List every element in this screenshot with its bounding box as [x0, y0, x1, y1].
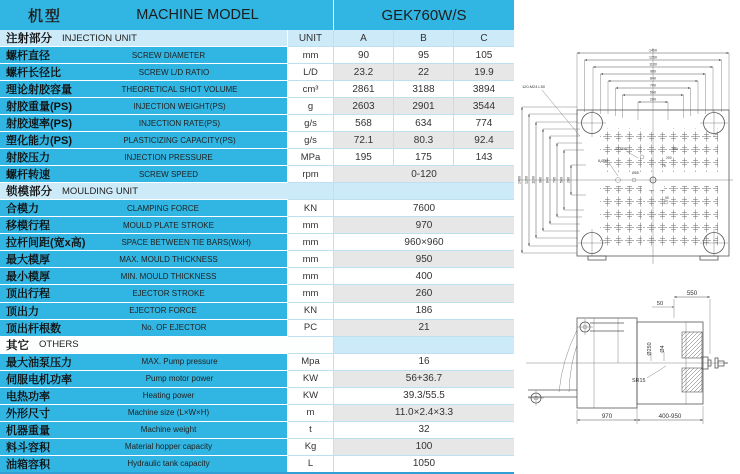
- label-en: No. OF EJECTOR: [141, 323, 207, 333]
- row-label: [0, 64, 287, 80]
- unit-cell: KW: [288, 371, 333, 387]
- value-a: 23.2: [334, 64, 393, 80]
- machine-model-label-cn: 机型: [28, 7, 63, 25]
- dim-top-560: 560: [650, 90, 656, 95]
- unit-cell: cm³: [288, 81, 333, 97]
- label-cn: 最大模厚: [6, 254, 50, 267]
- unit-cell: mm: [288, 285, 333, 301]
- dim-400-950: 400-950: [658, 413, 682, 420]
- machine-model-label: [0, 0, 333, 30]
- table-title-row: [0, 0, 514, 30]
- value-merged: 400: [334, 268, 514, 284]
- label-cn: 理论射胶容量: [6, 84, 72, 97]
- unit-cell: MPa: [288, 149, 333, 165]
- table-row: [0, 388, 514, 404]
- unit-cell: Mpa: [288, 354, 333, 370]
- label-en: Material hopper capacity: [124, 442, 213, 452]
- label-cn: 最小模厚: [6, 271, 50, 284]
- dim-left-560: 560: [559, 177, 564, 183]
- section-header-spacer: [334, 337, 514, 353]
- unit-cell: m: [288, 405, 333, 421]
- label-cn: 最大油泵压力: [6, 356, 72, 369]
- unit-cell: g: [288, 98, 333, 114]
- label-en: PLASTICIZING CAPACITY(PS): [123, 135, 236, 145]
- label-en: MOULD PLATE STROKE: [123, 220, 214, 230]
- row-label: [0, 268, 287, 284]
- bolt-bottom-left: [528, 390, 544, 406]
- value-merged: 186: [334, 303, 514, 319]
- label-cn: 顶出杆根数: [6, 322, 61, 335]
- dim-top-980: 980: [650, 69, 656, 74]
- unit-cell: mm: [288, 234, 333, 250]
- col-header-a: A: [334, 30, 393, 46]
- table-row: [0, 200, 514, 216]
- label-en: MAX. Pump pressure: [141, 357, 218, 367]
- label-cn: 机器重量: [6, 424, 50, 437]
- label-cn: 伺服电机功率: [6, 373, 72, 386]
- unit-cell: KN: [288, 200, 333, 216]
- row-label: [0, 456, 287, 472]
- section-label-cn: 注射部分: [6, 33, 52, 46]
- dim-50: 50: [656, 301, 664, 307]
- label-cn: 顶出力: [6, 305, 39, 318]
- cad-drawing-svg: [514, 0, 740, 474]
- dim-top-840: 840: [650, 76, 656, 81]
- value-c: 143: [454, 149, 514, 165]
- dim-top-1400: 1400: [649, 48, 657, 53]
- value-c: 3544: [454, 98, 514, 114]
- col-header-b: B: [394, 30, 453, 46]
- value-c: 92.4: [454, 132, 514, 148]
- unit-cell: mm: [288, 251, 333, 267]
- value-b: 175: [394, 149, 453, 165]
- section-header-injection: [0, 30, 514, 46]
- label-cn: 螺杆直径: [6, 50, 50, 63]
- label-en: INJECTION WEIGHT(PS): [133, 101, 226, 111]
- unit-cell: rpm: [288, 166, 333, 182]
- unit-cell: g/s: [288, 132, 333, 148]
- label-en: SPACE BETWEEN TIE BARS(WxH): [121, 237, 251, 247]
- section-header-spacer: [334, 183, 514, 199]
- value-b: 634: [394, 115, 453, 131]
- label-en: MIN. MOULD THICKNESS: [120, 271, 217, 281]
- table-row: [0, 251, 514, 267]
- table-row: [0, 81, 514, 97]
- dim-hole-4: Ø4: [660, 345, 666, 353]
- side-view: [526, 290, 728, 424]
- value-merged: 32: [334, 422, 514, 438]
- table-row: [0, 149, 514, 165]
- label-en: MAX. MOULD THICKNESS: [119, 254, 218, 264]
- value-b: 2901: [394, 98, 453, 114]
- unit-cell: L/D: [288, 64, 333, 80]
- callout-dim-50: 50: [665, 196, 669, 200]
- value-merged: 7600: [334, 200, 514, 216]
- value-merged: 100: [334, 439, 514, 455]
- dim-left-980: 980: [538, 177, 543, 183]
- unit-cell: KN: [288, 303, 333, 319]
- unit-cell: KW: [288, 388, 333, 404]
- section-label-en: INJECTION UNIT: [62, 32, 137, 44]
- dim-sr15: SR15: [632, 378, 646, 384]
- label-en: Hydraulic tank capacity: [127, 459, 210, 469]
- table-row: [0, 422, 514, 438]
- value-merged: 16: [334, 354, 514, 370]
- section-label-cn: 锁模部分: [6, 186, 52, 199]
- dim-top-700: 700: [650, 83, 656, 88]
- row-label: [0, 422, 287, 438]
- dim-550: 550: [686, 290, 698, 297]
- mounting-hole-pattern: [600, 128, 718, 248]
- dim-left-1260: 1260: [524, 176, 529, 184]
- label-en: THEORETICAL SHOT VOLUME: [121, 84, 238, 94]
- value-a: 568: [334, 115, 393, 131]
- value-b: 95: [394, 47, 453, 63]
- table-row: [0, 98, 514, 114]
- callout-dim-200: 200: [666, 156, 672, 160]
- row-label: [0, 439, 287, 455]
- platen-technical-drawing: [514, 0, 740, 474]
- table-row: [0, 234, 514, 250]
- row-label: [0, 354, 287, 370]
- value-a: 90: [334, 47, 393, 63]
- label-cn: 电热功率: [6, 390, 50, 403]
- value-a: 72.1: [334, 132, 393, 148]
- row-label: [0, 115, 287, 131]
- label-en: SCREW DIAMETER: [131, 50, 206, 60]
- unit-cell: mm: [288, 217, 333, 233]
- table-row: [0, 285, 514, 301]
- row-label: [0, 200, 287, 216]
- section-label-cn: 其它: [6, 339, 29, 352]
- label-en: INJECTION PRESSURE: [124, 152, 213, 162]
- row-label: [0, 371, 287, 387]
- value-merged: 960×960: [334, 234, 514, 250]
- row-label: [0, 251, 287, 267]
- value-b: 22: [394, 64, 453, 80]
- value-a: 195: [334, 149, 393, 165]
- row-label: [0, 217, 287, 233]
- label-en: SCREW SPEED: [138, 169, 199, 179]
- value-b: 3188: [394, 81, 453, 97]
- table-row: [0, 456, 514, 472]
- label-en: Pump motor power: [145, 374, 214, 384]
- label-cn: 拉杆间距(宽x高): [6, 237, 86, 250]
- value-merged: 950: [334, 251, 514, 267]
- callout-8-holes: 8-Ø52: [598, 159, 608, 163]
- value-b: 80.3: [394, 132, 453, 148]
- section-label: [0, 337, 333, 353]
- label-en: CLAMPING FORCE: [126, 203, 199, 213]
- value-merged: 0-120: [334, 166, 514, 182]
- value-c: 19.9: [454, 64, 514, 80]
- machine-model-label-en: MACHINE MODEL: [136, 7, 259, 23]
- row-label: [0, 149, 287, 165]
- table-row: [0, 371, 514, 387]
- dim-left-1400: 1400: [517, 176, 522, 184]
- table-row: [0, 217, 514, 233]
- col-header-c: C: [454, 30, 514, 46]
- table-row: [0, 354, 514, 370]
- dim-ring-250: Ø250: [647, 342, 653, 356]
- label-cn: 螺杆转速: [6, 169, 50, 182]
- unit-cell: Kg: [288, 439, 333, 455]
- row-label: [0, 81, 287, 97]
- col-header-unit: UNIT: [288, 30, 333, 46]
- row-label: [0, 132, 287, 148]
- section-label-en: MOULDING UNIT: [62, 185, 138, 197]
- value-merged: 260: [334, 285, 514, 301]
- row-label: [0, 303, 287, 319]
- row-label: [0, 285, 287, 301]
- row-label: [0, 166, 287, 182]
- table-row: [0, 166, 514, 182]
- value-merged: 11.0×2.4×3.3: [334, 405, 514, 421]
- dim-left-1100: 1100: [531, 176, 536, 184]
- value-merged: 1050: [334, 456, 514, 472]
- dim-top-1100: 1100: [649, 62, 657, 67]
- label-en: Machine size (L×W×H): [127, 408, 210, 418]
- machine-model-value: GEK760W/S: [334, 0, 514, 30]
- callout-center-hole: Ø55: [632, 171, 639, 175]
- label-cn: 料斗容积: [6, 441, 50, 454]
- table-row: [0, 64, 514, 80]
- label-cn: 射胶重量(PS): [6, 101, 72, 114]
- label-cn: 螺杆长径比: [6, 67, 61, 80]
- section-header-others: [0, 337, 514, 353]
- value-merged: 39.3/55.5: [334, 388, 514, 404]
- label-en: EJECTOR STROKE: [132, 288, 205, 298]
- bolt-top-left: [577, 319, 593, 335]
- table-row: [0, 268, 514, 284]
- row-label: [0, 405, 287, 421]
- row-label: [0, 98, 287, 114]
- row-label: [0, 388, 287, 404]
- label-en: SCREW L/D RATIO: [138, 67, 210, 77]
- label-en: Heating power: [142, 391, 195, 401]
- row-label: [0, 234, 287, 250]
- value-a: 2861: [334, 81, 393, 97]
- section-header-moulding: [0, 183, 514, 199]
- label-cn: 射胶压力: [6, 152, 50, 165]
- section-label: [0, 183, 333, 199]
- dim-left-280: 280: [566, 177, 571, 183]
- label-cn: 塑化能力(PS): [6, 135, 72, 148]
- value-merged: 21: [334, 320, 514, 336]
- unit-cell: t: [288, 422, 333, 438]
- callout-12-holes: 12-Ø35: [615, 147, 627, 151]
- callout-bolt-pattern: 120-M24 L50: [522, 84, 545, 89]
- label-cn: 油箱容积: [6, 458, 50, 471]
- section-label: [0, 30, 287, 46]
- value-c: 3894: [454, 81, 514, 97]
- label-cn: 顶出行程: [6, 288, 50, 301]
- section-label-en: OTHERS: [39, 339, 79, 351]
- unit-cell: L: [288, 456, 333, 472]
- label-en: EJECTOR FORCE: [129, 306, 197, 316]
- dim-left-840: 840: [545, 177, 550, 183]
- unit-cell: mm: [288, 268, 333, 284]
- dim-top-1260: 1260: [649, 55, 657, 60]
- table-row: [0, 405, 514, 421]
- dim-970: 970: [601, 413, 613, 420]
- label-cn: 射胶速率(PS): [6, 118, 72, 131]
- value-a: 2603: [334, 98, 393, 114]
- value-merged: 970: [334, 217, 514, 233]
- value-c: 774: [454, 115, 514, 131]
- dim-left-700: 700: [552, 177, 557, 183]
- table-row: [0, 132, 514, 148]
- label-cn: 移模行程: [6, 220, 50, 233]
- callout-dim-75: 75: [662, 164, 666, 168]
- table-row: [0, 115, 514, 131]
- unit-cell: g/s: [288, 115, 333, 131]
- value-merged: 56+36.7: [334, 371, 514, 387]
- table-row: [0, 320, 514, 336]
- unit-cell: PC: [288, 320, 333, 336]
- table-row: [0, 47, 514, 63]
- callout-dim-350: 350: [672, 147, 678, 151]
- row-label: [0, 320, 287, 336]
- label-cn: 外形尺寸: [6, 407, 50, 420]
- label-en: Machine weight: [140, 425, 197, 435]
- label-cn: 合模力: [6, 203, 39, 216]
- table-body: [0, 30, 514, 472]
- dim-top-280: 280: [650, 97, 656, 102]
- unit-cell: mm: [288, 47, 333, 63]
- value-c: 105: [454, 47, 514, 63]
- table-row: [0, 303, 514, 319]
- label-en: INJECTION RATE(PS): [138, 118, 221, 128]
- row-label: [0, 47, 287, 63]
- table-row: [0, 439, 514, 455]
